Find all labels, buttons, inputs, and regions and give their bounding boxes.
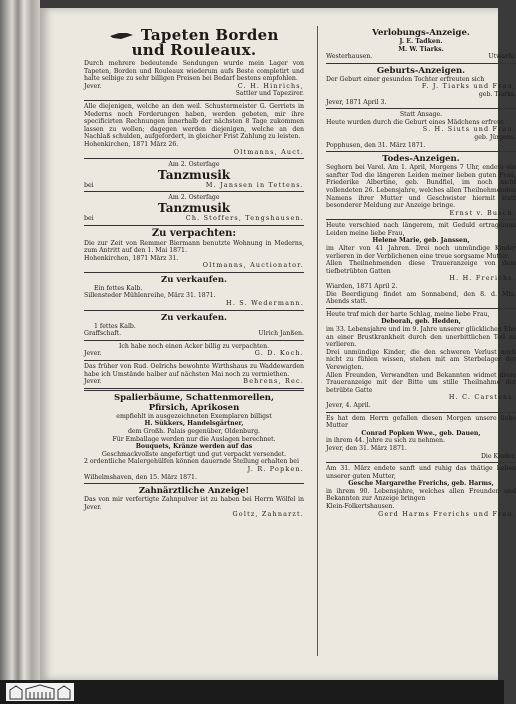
ad-body: Seghorn bei Varel. Am 1. April, Morgens 7 Uhr, endete ein sanfter Tod die längeren Leiden meiner lieben guten Frau, Friederike Albertine, geb. Bundfiel, im noch nicht vollendeten 26. Lebensjahre, welches allen Theilnehmenden Namens ihrer Mutter und Geschwister hiermit statt besonderer Meldung zur Anzeige bringe. xyxy=(326,164,516,210)
ad-pretitle: Am 2. Osterfage xyxy=(168,194,220,202)
ad-body: Allen Theilnehmenden diese Traueranzeige von dem tiefbetrübten Gatten xyxy=(326,260,516,275)
ad-title: Zahnärztliche Anzeige! xyxy=(138,486,250,497)
ad-place: Sillensteder Mühlenreihe, März 31. 1871. xyxy=(84,292,216,300)
ad-body: Der Geburt einer gesunden Tochter erfreuten sich xyxy=(326,75,485,83)
ad-wirthshaus xyxy=(84,363,304,386)
separator xyxy=(84,483,304,484)
ad-signature: geb. Tiarks. xyxy=(478,90,516,98)
ad-title: Zu verpachten: xyxy=(151,227,237,239)
ad-body: in ihrem 44. Jahre zu sich zu nehmen. xyxy=(326,437,446,445)
ad-place: Jever. xyxy=(84,378,102,386)
separator xyxy=(326,219,516,220)
ad-pretitle: Am 2. Osterfage xyxy=(168,161,220,169)
ad-date: Jever, den 31. März 1871. xyxy=(326,444,407,452)
ad-signature: Ernst v. Busch. xyxy=(449,208,516,217)
ad-gerriets xyxy=(84,103,304,156)
ad-spalier xyxy=(84,393,304,481)
ad-name: M. W. Tiarks. xyxy=(398,45,444,53)
ad-body: Das von mir verfertigte Zahnpulver ist zu haben bei Herrn Wölfel in Jever. xyxy=(84,496,304,511)
ad-date: Popphusen, den 31. März 1871. xyxy=(326,141,426,149)
ad-body: Es hat dem Herrn gefallen diesen Morgen unsere liebe Mutter xyxy=(326,414,516,430)
ad-signature-role: Sattler und Tapezirer. xyxy=(235,90,304,98)
separator xyxy=(84,388,304,391)
ad-bei: bei xyxy=(84,214,94,222)
ad-title: Spalierbäume, Schattenmorellen, xyxy=(114,392,274,403)
ad-zahnarzt xyxy=(84,486,304,519)
ad-signature: Behrens, Rec. xyxy=(243,377,304,386)
ad-signature: Gerd Harms Frerichs und Frau. xyxy=(378,509,516,518)
ad-signature: geb. Jürgens. xyxy=(474,133,516,141)
ad-title: Zu verkaufen. xyxy=(161,312,227,323)
ad-line: empfiehlt in ausgezeichneten Exemplaren billigst xyxy=(116,412,272,420)
ad-signature: H. H. Frerichs. xyxy=(449,274,516,283)
ad-date: Hohenkirchen, 1871 März 26. xyxy=(84,140,179,148)
ad-name: Gesche Margarethe Frerichs, geb. Harms, xyxy=(348,480,494,488)
ad-tapeten xyxy=(84,28,304,98)
ad-verlobung xyxy=(326,28,516,61)
ad-signature: M. Janssen in Tettens. xyxy=(205,180,304,189)
ad-body: Heute verschied nach längerem, mit Geduld ertragenem Leiden meine liebe Frau, xyxy=(326,222,516,237)
ad-signature: G. D. Koch. xyxy=(254,349,304,358)
ad-date: Jever, 4. April. xyxy=(326,401,371,409)
ad-signature: Ulrich Janßen. xyxy=(258,330,304,338)
separator xyxy=(84,225,304,226)
separator xyxy=(326,412,516,413)
column-divider xyxy=(317,26,318,656)
ad-title: Todes-Anzeigen. xyxy=(382,154,460,165)
ad-tanzmusik-2 xyxy=(84,194,304,222)
ad-body: Allen Freunden, Verwandten und Bekannten widmet diese Traueranzeige mit der Bitte um stille Theilnahme der betrübte Gatte xyxy=(326,371,516,394)
separator xyxy=(326,462,516,463)
ad-signature: F. J. Tiarks und Frau, xyxy=(421,82,516,91)
ad-body: Durch mehrere bedeutende Sendungen wurde mein Lager von Tapeten, Borden und Rouleaux wiederum aufs Beste completirt und halte selbige zu sehr billigen Preisen bei Bedarf bestens empfohlen. xyxy=(84,60,304,83)
ad-pretitle: Statt Ansage. xyxy=(399,111,443,119)
ad-body: im 33. Lebensjahre und im 9. Jahre unserer glücklichen Ehe an einer Brustkrankheit durch den unerbittlichen Tod zu verlieren. xyxy=(326,326,516,349)
separator xyxy=(84,310,304,311)
ad-title: Pfirsich, Aprikosen xyxy=(148,402,240,413)
ad-body: Heute wurden durch die Geburt eines Mädchens erfreut xyxy=(326,118,504,126)
ad-signature: Die Kinder. xyxy=(480,452,516,460)
ad-date: Wilhelmshaven, den 15. März 1871. xyxy=(84,473,197,481)
ad-place: Jever. xyxy=(84,82,102,90)
ad-date: Wiarden, 1871 April 2. xyxy=(326,283,398,291)
ad-bei: bei xyxy=(84,181,94,189)
separator xyxy=(84,191,304,192)
ad-name: Helene Marie, geb. Janssen, xyxy=(372,237,470,245)
ad-verpachten xyxy=(84,228,304,270)
ad-geburt xyxy=(326,66,516,149)
ad-line: Für Emballage werden nur die Auslagen berechnet. xyxy=(112,435,276,443)
ad-name: J. E. Tadken. xyxy=(399,38,443,45)
ad-signature: H. S. Wedermann. xyxy=(226,299,304,308)
ad-place: Westerhausen. xyxy=(326,53,373,61)
ad-name: Deborah, geb. Hedden, xyxy=(381,318,461,326)
ad-line: 2 ordentliche Malergehülfen können dauernde Stellung erhalten bei xyxy=(84,458,299,466)
ad-todes xyxy=(326,154,516,518)
ad-title: Tanzmusik xyxy=(157,200,231,215)
ad-line: Bouquets, Kränze werden auf das xyxy=(135,443,253,451)
ad-signature: C. H. Hinrichs, xyxy=(237,81,304,90)
separator xyxy=(84,100,304,101)
ad-body: Die zur Zeit von Remmer Biermann benutzte Wohnung in Mederns, zum Antritt auf den 1. Mai 1871. xyxy=(84,239,304,255)
separator xyxy=(326,63,516,64)
ad-item: 1 fettes Kalb. xyxy=(94,322,136,330)
separator xyxy=(84,272,304,273)
ad-title: und Rouleaux. xyxy=(131,41,257,59)
ad-body: Ich habe noch einen Acker billig zu verpachten. xyxy=(118,342,270,350)
ad-line: dem Großh. Palais gegenüber, Oldenburg. xyxy=(127,428,261,435)
ad-signature: Goltz, Zahnarzt. xyxy=(232,510,304,519)
ad-place: Klein-Folkertshausen. xyxy=(326,503,395,511)
ad-item: Ein fettes Kalb. xyxy=(94,284,143,292)
ad-title: Tapeten Borden xyxy=(140,26,279,44)
ad-body: Das früher von Rud. Oelrichs bewohnte Wirthshaus zu Waddewarden habe ich Umstände halber auf nächsten Mai noch zu vermiethen. xyxy=(84,363,304,378)
ad-title: Geburts-Anzeigen. xyxy=(376,65,466,76)
ad-title: Verlobungs-Anzeige. xyxy=(372,28,470,38)
separator xyxy=(326,108,516,109)
left-column xyxy=(84,28,304,519)
separator xyxy=(326,151,516,152)
library-building-logo-icon xyxy=(6,683,74,701)
ad-signature: J. R. Popken. xyxy=(247,464,304,473)
newspaper-page xyxy=(40,8,516,680)
ad-signature: Ch. Stoffers, Tengshausen. xyxy=(185,213,304,222)
footer-strip xyxy=(0,680,504,704)
ad-title: Tanzmusik xyxy=(157,167,231,182)
ad-signature: Oltmanns, Auctionator. xyxy=(202,261,304,270)
book-spine-edge xyxy=(0,0,40,684)
ad-line: H. Sükkers, Handelsgärtner, xyxy=(144,420,244,428)
ad-body: im Alter von 41 Jahren. Drei noch unmündige Kinder verlieren in der Verblichenen eine treue sorgsame Mutter. xyxy=(326,245,516,260)
ad-body: in ihrem 90. Lebensjahre, welches allen Freunden und Bekannten zur Anzeige bringen xyxy=(326,487,516,503)
ad-signature: S. H. Siuts und Frau, xyxy=(422,125,516,134)
ornament-hand-icon xyxy=(109,31,135,41)
ad-name: Conrad Popken Wwe., geb. Dauen, xyxy=(361,429,481,437)
ad-place: Utwarfe. xyxy=(488,53,516,61)
ad-date: Jever, 1871 April 3. xyxy=(326,98,387,106)
separator xyxy=(326,308,516,309)
ad-acker xyxy=(84,343,304,358)
ad-body: Am 31. März endete sanft und ruhig das thätige Leben unserer guten Mutter, xyxy=(326,465,516,480)
ad-title: Zu verkaufen. xyxy=(161,274,227,285)
ad-verkaufen-1 xyxy=(84,275,304,308)
ad-tanzmusik-1 xyxy=(84,161,304,189)
separator xyxy=(84,158,304,159)
separator xyxy=(84,360,304,361)
ad-body: Heute traf mich der harte Schlag, meine liebe Frau, xyxy=(326,310,490,318)
separator xyxy=(84,340,304,341)
ad-signature: Oltmanns, Auct. xyxy=(233,147,304,156)
ad-body: Alle diejenigen, welche an den weil. Schustermeister G. Gerriets in Mederns noch Forderungen haben, werden gebeten, mir ihre specificirten Rechnungen innerhalb der nächsten 8 Tage zukommen lassen zu wollen; dagegen werden diejenigen, welche an den Nachlaß schulden, aufgefordert, in gleicher Frist Zahlung zu leisten. xyxy=(84,102,304,141)
ad-body: Die Beerdigung findet am Sonnabend, den 8. d. Mts. Abends statt. xyxy=(326,290,516,306)
ad-line: Geschmackvollste angefertigt und gut verpackt versendet. xyxy=(101,450,287,458)
ad-date: Hohenkirchen, 1871 März 31. xyxy=(84,254,179,262)
right-column xyxy=(326,28,516,518)
ad-place: Graffschaft. xyxy=(84,330,122,338)
ad-body: Drei unmündige Kinder, die den schweren Verlust noch nicht zu fühlen wissen, stehen mit am Sterbelager der Verewigten. xyxy=(326,348,516,371)
ad-signature: H. C. Carstens. xyxy=(448,393,516,402)
ad-verkaufen-2 xyxy=(84,313,304,338)
ad-place: Jever. xyxy=(84,350,102,358)
